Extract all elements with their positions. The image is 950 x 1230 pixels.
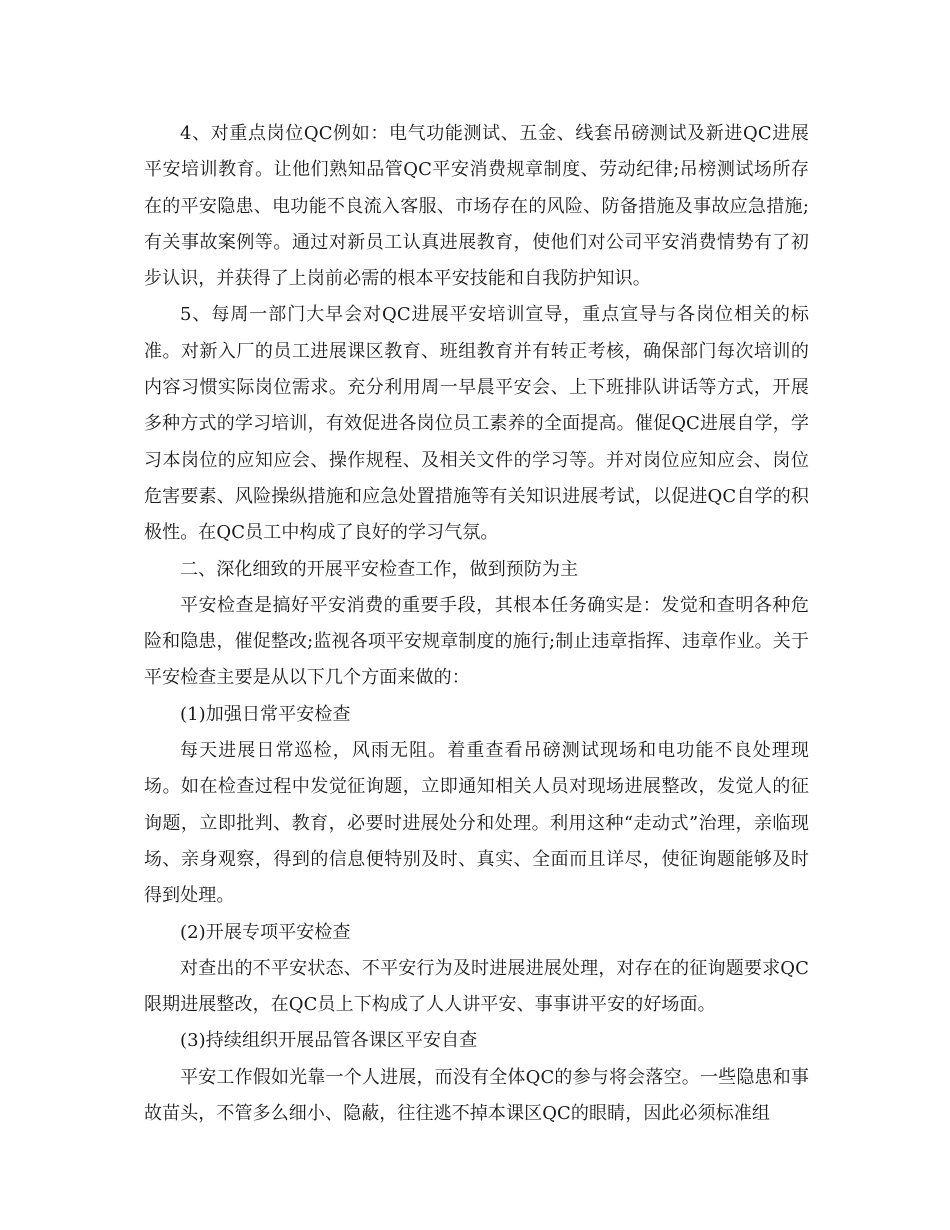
subheading-daily-inspection: (1)加强日常平安检查 (180, 703, 351, 725)
subheading-special-inspection: (2)开展专项平安检查 (180, 921, 351, 943)
paragraph-daily-inspection: 每天进展日常巡检，风雨无阻。着重查看吊磅测试现场和电功能不良处理现场。如在检查过程中发觉征询题，立即通知相关人员对现场进展整改，发觉人的征询题，立即批判、教育，必要时进展处分和处理。利用这种“走动式”治理，亲临现场、亲身观察，得到的信息便特别及时、真实、全面而且详尽，使征询题能够及时得到处理。 (144, 740, 809, 907)
paragraph-self-inspection: 平安工作假如光靠一个人进展，而没有全体QC的参与将会落空。一些隐患和事故苗头，不管多么细小、隐蔽，往往逃不掉本课区QC的眼睛，因此必须标准组 (144, 1066, 809, 1125)
paragraph-item-5-weekly-meeting: 5、每周一部门大早会对QC进展平安培训宣导，重点宣导与各岗位相关的标准。对新入厂的员工进展课区教育、班组教育并有转正考核，确保部门每次培训的内容习惯实际岗位需求。充分利用周一早晨平安会、上下班排队讲话等方式，开展多种方式的学习培训，有效促进各岗位员工素养的全面提高。催促QC进展自学，学习本岗位的应知应会、操作规程、及相关文件的学习等。并对岗位应知应会、岗位危害要素、风险操纵措施和应急处置措施等有关知识进展考试，以促进QC自学的积极性。在QC员工中构成了良好的学习气氛。 (144, 304, 809, 544)
subheading-self-inspection: (3)持续组织开展品管各课区平安自查 (180, 1030, 478, 1052)
document-body (144, 116, 809, 1132)
paragraph-special-inspection: 对查出的不平安状态、不平安行为及时进展进展处理，对存在的征询题要求QC限期进展整改，在QC员上下构成了人人讲平安、事事讲平安的好场面。 (144, 957, 809, 1016)
paragraph-inspection-intro: 平安检查是搞好平安消费的重要手段，其根本任务确实是：发觉和查明各种危险和隐患，催促整改;监视各项平安规章制度的施行;制止违章指挥、违章作业。关于平安检查主要是从以下几个方面来做的： (144, 594, 809, 689)
section-heading-safety-inspection: 二、深化细致的开展平安检查工作，做到预防为主 (180, 558, 579, 580)
paragraph-item-4-training: 4、对重点岗位QC例如：电气功能测试、五金、线套吊磅测试及新进QC进展平安培训教育。让他们熟知品管QC平安消费规章制度、劳动纪律;吊榜测试场所存在的平安隐患、电功能不良流入客服、市场存在的风险、防备措施及事故应急措施;有关事故案例等。通过对新员工认真进展教育，使他们对公司平安消费情势有了初步认识，并获得了上岗前必需的根本平安技能和自我防护知识。 (144, 123, 809, 290)
